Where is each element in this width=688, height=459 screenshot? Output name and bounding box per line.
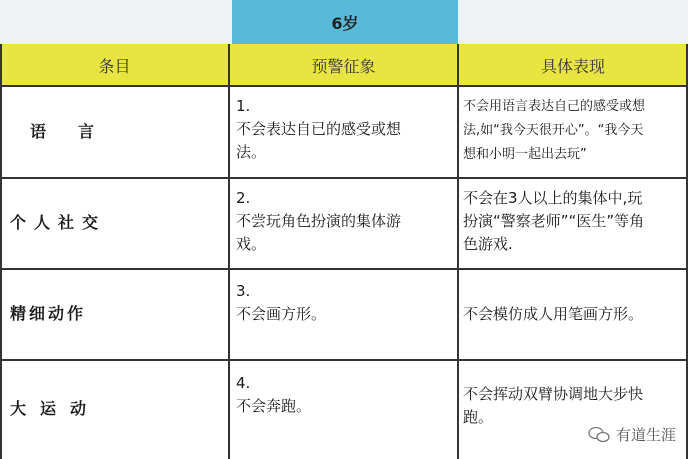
column-divider xyxy=(228,44,230,459)
column-divider xyxy=(0,44,2,459)
row-divider xyxy=(0,177,688,179)
category-fine-motor: 精细动作 xyxy=(10,304,87,323)
row-divider xyxy=(0,85,688,87)
category-social: 个人社交 xyxy=(10,213,107,232)
row-divider xyxy=(0,268,688,270)
header-detail: 具体表现 xyxy=(540,56,605,76)
wechat-icon xyxy=(588,426,610,444)
watermark-text: 有道生涯 xyxy=(615,426,676,444)
header-category: 条目 xyxy=(98,56,131,76)
detail-fine-motor: 不会模仿成人用笔画方形。 xyxy=(463,305,644,323)
detail-social: 不会在3人以上的集体中,玩 扮演“警察老师”“医生”等角 色游戏. xyxy=(463,189,645,253)
column-divider xyxy=(457,44,459,459)
watermark xyxy=(588,424,676,445)
category-language: 语 言 xyxy=(30,122,103,141)
header-warning: 预警征象 xyxy=(311,56,376,76)
detail-language: 不会用语言表达自己的感受或想 法,如“我今天很开心”。“我今天 想和小明一起出去玩” xyxy=(463,99,646,162)
warning-fine-motor: 3. 不会画方形。 xyxy=(236,282,327,323)
warning-gross-motor: 4. 不会奔跑。 xyxy=(236,374,312,415)
detail-gross-motor: 不会挥动双臂协调地大步快 跑。 xyxy=(463,385,644,426)
row-divider xyxy=(0,359,688,361)
category-gross-motor: 大运动 xyxy=(10,399,101,418)
warning-language: 1. 不会表达自已的感受或想 法。 xyxy=(236,97,402,161)
warning-social: 2. 不尝玩角色扮演的集体游 戏。 xyxy=(236,189,402,253)
age-title: 6岁 xyxy=(232,0,458,44)
table-header xyxy=(0,44,688,86)
